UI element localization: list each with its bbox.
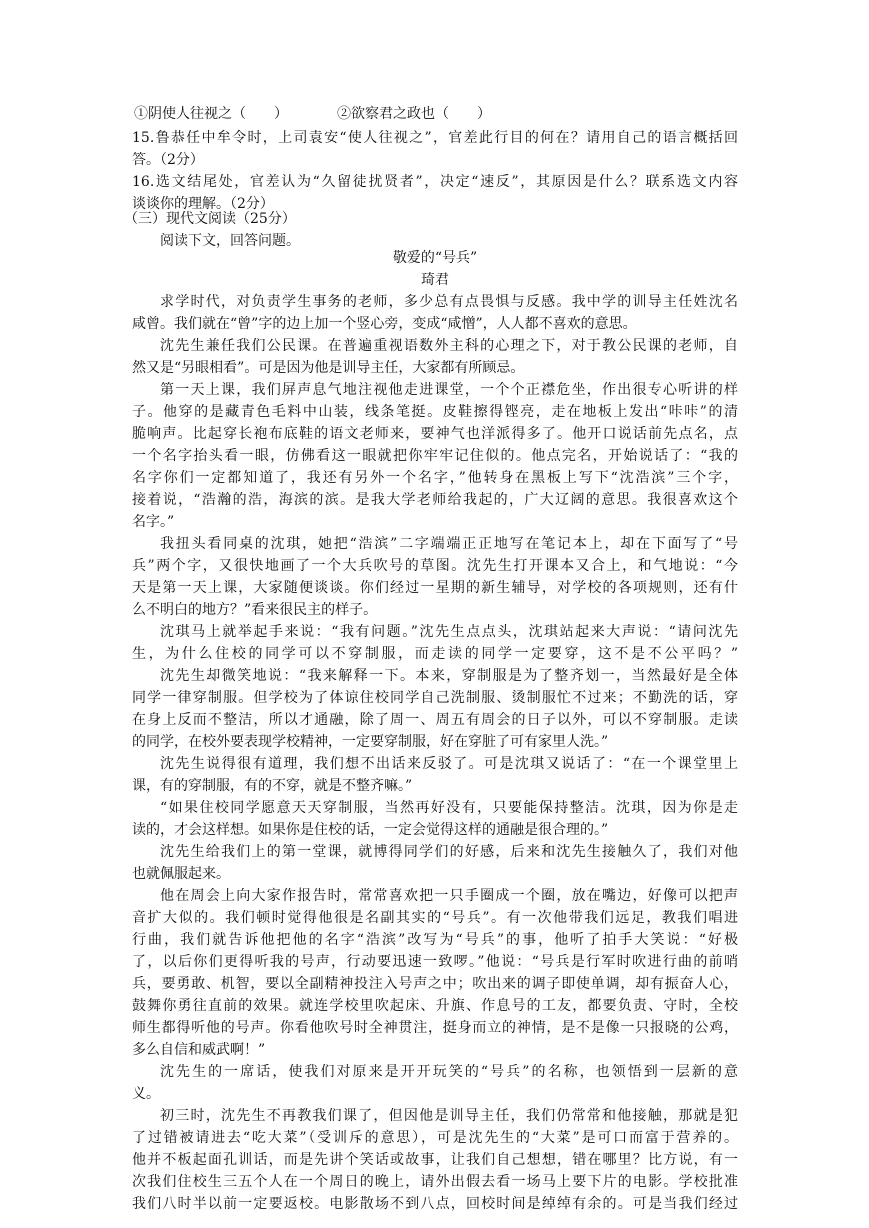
paragraph-line: 沈先生却微笑地说：“我来解释一下。本来，穿制服是为了整齐划一，当然最好是全体 (160, 668, 738, 684)
paragraph-line: 师生都得听他的号声。你看他吹号时全神贯注，挺身而立的神情，是不是像一只报晓的公鸡， (132, 1020, 738, 1036)
paragraph-line: 义。 (132, 1086, 160, 1102)
paragraph-line: 了，以后你们更得听我的号声，行动要迅速一致啰。”他说：“号兵是行军时吹进行曲的前哨 (132, 954, 738, 970)
paragraph-line: 初三时，沈先生不再教我们课了，但因他是训导主任，我们仍常常和他接触，那就是犯 (160, 1108, 738, 1124)
paragraph-line: 课，有的穿制服，有的不穿，就是不整齐嘛。” (132, 778, 413, 794)
paragraph-line: 接着说，“浩瀚的浩，海滨的滨。是我大学老师给我起的，广大辽阔的意思。我很喜欢这个 (132, 492, 738, 508)
reading-instruction: 阅读下文，回答问题。 (160, 233, 300, 249)
article-title: 敬爱的“号兵” (392, 250, 478, 266)
question-16-line-2: 谈谈你的理解。（2分） (132, 196, 274, 212)
question-15-line-1: 15.鲁恭任中牟令时，上司袁安“使人往视之”，官差此行目的何在？请用自己的语言概括回 (132, 130, 738, 146)
paragraph-line: 兵”两个字，又很快地画了一个大兵吹号的草图。沈先生打开课本又合上，和气地说：“今 (132, 558, 738, 574)
paragraph-line: 咸曾。我们就在“曾”字的边上加一个竖心旁，变成“咸憎”，人人都不喜欢的意思。 (132, 316, 637, 332)
question-15-line-2: 答。（2分） (132, 152, 204, 168)
paragraph-line: 名字你们一定都知道了，我还有另外一个名字，”他转身在黑板上写下“沈浩滨”三个字， (132, 470, 738, 486)
paragraph-line: 求学时代，对负责学生事务的老师，多少总有点畏惧与反感。我中学的训导主任姓沈名 (160, 294, 738, 310)
paragraph-line: “如果住校同学愿意天天穿制服，当然再好没有，只要能保持整洁。沈琪，因为你是走 (160, 800, 738, 816)
paragraph-line: 他在周会上向大家作报告时，常常喜欢把一只手圈成一个圈，放在嘴边，好像可以把声 (160, 888, 738, 904)
paragraph-line: 脆响声。比起穿长袍布底鞋的语文老师来，要神气也洋派得多了。他开口说话前先点名，点 (132, 426, 738, 442)
paragraph-line: 沈琪马上就举起手来说：“我有问题。”沈先生点点头，沈琪站起来大声说：“请问沈先 (160, 624, 738, 640)
paragraph-line: 同学一律穿制服。但学校为了体谅住校同学自己洗制服、烫制服忙不过来；不勤洗的话，穿 (132, 690, 738, 706)
paragraph-line: 读的，才会这样想。如果你是住校的话，一定会觉得这样的通融是很合理的。” (132, 822, 609, 838)
paragraph-line: 子。他穿的是藏青色毛料中山装，线条笔挺。皮鞋擦得铿亮，走在地板上发出“咔咔”的清 (132, 404, 738, 420)
article-author: 琦君 (421, 272, 449, 288)
paragraph-line: 一个名字抬头看一眼，仿佛看这一眼就把你牢牢记住似的。他点完名，开始说话了：“我的 (132, 448, 738, 464)
paragraph-line: 沈先生给我们上的第一堂课，就博得同学们的好感，后来和沈先生接触久了，我们对他 (160, 844, 738, 860)
question-14-blanks: ①阴使人往视之（ ） ②欲察君之政也（ ） (134, 106, 491, 122)
paragraph-line: 了过错被请进去“吃大菜”（受训斥的意思），可是沈先生的“大菜”是可口而富于营养的。 (132, 1130, 738, 1146)
paragraph-line: 第一天上课，我们屏声息气地注视他走进课堂，一个个正襟危坐，作出很专心听讲的样 (160, 382, 738, 398)
paragraph-line: 名字。” (132, 514, 175, 530)
paragraph-line: 多么自信和威武啊！” (132, 1042, 266, 1058)
paragraph-line: 天是第一天上课，大家随便谈谈。你们经过一星期的新生辅导，对学校的各项规则，还有什 (132, 580, 738, 596)
paragraph-line: 沈先生说得很有道理，我们想不出话来反驳了。可是沈琪又说话了：“在一个课堂里上 (160, 756, 738, 772)
paragraph-line: 次我们住校生三五个人在一个周日的晚上，请外出假去看一场马上要下片的电影。学校批准 (132, 1174, 738, 1190)
section-heading: （三）现代文阅读（25分） (124, 211, 296, 227)
paragraph-line: 然又是“另眼相看”。可是因为他是训导主任，大家都有所顾忌。 (132, 360, 525, 376)
paragraph-line: 行曲，我们就告诉他把他的名字“浩滨”改写为“号兵”的事，他听了拍手大笑说：“好极 (132, 932, 738, 948)
paragraph-line: 音扩大似的。我们顿时觉得他很是名副其实的“号兵”。有一次他带我们远足，教我们唱进 (132, 910, 738, 926)
paragraph-line: 他并不板起面孔训话，而是先讲个笑话或故事，让我们自己想想，错在哪里？比方说，有一 (132, 1152, 738, 1168)
paragraph-line: 也就佩服起来。 (132, 866, 230, 882)
paragraph-line: 兵，要勇敢、机智，要以全副精神投注入号声之中；吹出来的调子即使单调，却有振奋人心， (132, 976, 738, 992)
paragraph-line: 生，为什么住校的同学可以不穿制服，而走读的同学一定要穿，这不是不公平吗？” (132, 646, 738, 662)
paragraph-line: 我扭头看同桌的沈琪，她把“浩滨”二字端端正正地写在笔记本上，却在下面写了“号 (160, 536, 738, 552)
paragraph-line: 鼓舞你勇往直前的效果。就连学校里吹起床、升旗、作息号的工友，都要负责、守时，全校 (132, 998, 738, 1014)
paragraph-line: 沈先生的一席话，使我们对原来是开开玩笑的“号兵”的名称，也领悟到一层新的意 (160, 1064, 738, 1080)
paragraph-line: 我们八时半以前一定要返校。电影散场不到八点，回校时间是绰绰有余的。可是当我们经过 (132, 1196, 738, 1212)
paragraph-line: 的同学，在校外要表现学校精神，一定要穿制服，好在穿脏了可有家里人洗。” (132, 734, 609, 750)
paragraph-line: 么不明白的地方？”看来很民主的样子。 (132, 602, 378, 618)
paragraph-line: 在身上反而不整洁，所以才通融，除了周一、周五有周会的日子以外，可以不穿制服。走读 (132, 712, 738, 728)
question-16-line-1: 16.选文结尾处，官差认为“久留徒扰贤者”，决定“速反”，其原因是什么？联系选文内容 (132, 174, 738, 190)
paragraph-line: 沈先生兼任我们公民课。在普遍重视语数外主科的心理之下，对于教公民课的老师，自 (160, 338, 738, 354)
